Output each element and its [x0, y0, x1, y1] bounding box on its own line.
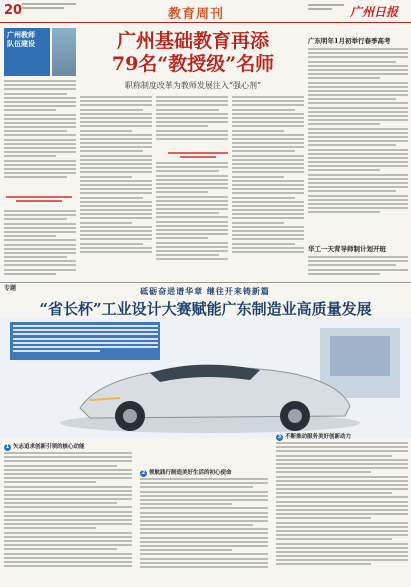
feature-section-3: 3 不断推动服务美好创新动力 — [277, 434, 352, 440]
feature-title: “省长杯”工业设计大赛赋能广东制造业高质量发展 — [39, 300, 372, 318]
right-story1-text — [308, 48, 408, 240]
portrait-photo — [52, 28, 76, 76]
newspaper-logo: 广州日报 — [350, 5, 399, 19]
feature-section-1: 1 矢志追求创新引领的核心动能 — [5, 444, 85, 450]
right-story2-text — [308, 256, 408, 280]
left-column-text — [4, 80, 76, 192]
main-col-2a — [156, 96, 228, 150]
feature-section-2: 2 领航践行制造美好生活的初心使命 — [141, 470, 232, 476]
section-number-icon: 2 — [141, 470, 146, 476]
promo-text: 广州教师 队伍建设 — [7, 31, 35, 48]
section-number-icon: 1 — [5, 444, 10, 450]
section-number-icon: 3 — [277, 434, 282, 440]
feature-intro-text — [13, 325, 158, 359]
section-title: 教育周刊 — [168, 7, 225, 22]
left-promo-box — [4, 28, 50, 76]
header-meta — [22, 3, 82, 11]
right-story1-title: 广东明年1月初举行春季高考 — [308, 37, 391, 45]
main-col-1 — [80, 96, 152, 280]
main-subhead: 职称制度改革为教师发展注入“强心剂” — [124, 81, 262, 90]
right-story2-title: 华工一天背导师制计划开班 — [308, 245, 386, 253]
page-number: 20 — [4, 3, 23, 18]
header-date — [308, 4, 348, 12]
feature-divider — [0, 282, 411, 283]
left-kicker — [6, 196, 72, 204]
main-col-2b — [156, 162, 228, 280]
left-column-text-2 — [4, 210, 76, 282]
feature-col-2 — [140, 478, 268, 584]
feature-col-1 — [4, 452, 132, 584]
feature-kicker: 砥砺奋进谱华章 继往开来铸新篇 — [140, 286, 270, 296]
main-col-3 — [232, 96, 304, 280]
main-headline: 广州基础教育再添 79名“教授级”名师 — [111, 30, 275, 75]
feature-tag: 专题 — [4, 285, 17, 292]
feature-col-3 — [276, 442, 408, 584]
mid-kicker — [168, 152, 228, 160]
